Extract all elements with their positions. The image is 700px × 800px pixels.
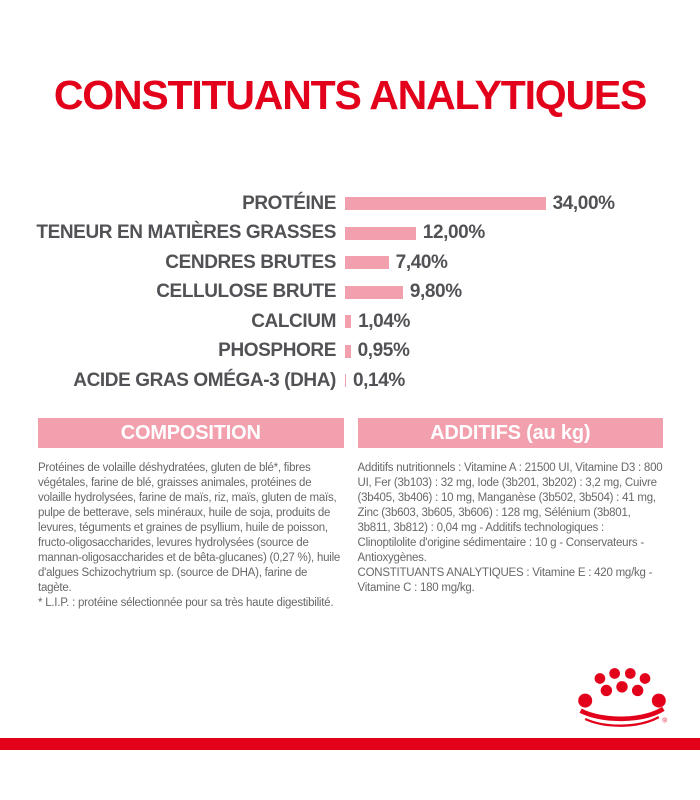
chart-row — [0, 366, 700, 396]
composition-footnote: * L.I.P. : protéine sélectionnée pour sa très haute digestibilité. — [38, 597, 334, 609]
chart-category-label: ACIDE GRAS OMÉGA-3 (DHA) — [73, 369, 336, 391]
chart-value-label: 1,04% — [358, 310, 410, 332]
additives-section — [358, 418, 664, 611]
chart-value-label: 34,00% — [552, 192, 615, 214]
chart-bar — [345, 374, 346, 387]
registered-trademark: ® — [662, 717, 668, 725]
additives-header: ADDITIFS (au kg) — [358, 418, 664, 448]
chart-bar — [345, 315, 351, 328]
chart-bar — [345, 227, 416, 240]
composition-section — [38, 418, 344, 611]
chart-row — [0, 189, 700, 219]
chart-row — [0, 248, 700, 278]
additives-analytical: CONSTITUANTS ANALYTIQUES : Vitamine E : 420 mg/kg - Vitamine C : 180 mg/kg. — [357, 567, 653, 594]
chart-bar — [345, 256, 389, 269]
chart-bar — [345, 345, 351, 358]
info-columns — [38, 418, 663, 611]
composition-body: Protéines de volaille déshydratées, gluten de blé*, fibres végétales, farine de blé, graisses animales, protéines de volaille hydrolysées, farine de maïs, riz, maïs, gluten de maïs, pulpe de betterave, sels minéraux, huile de soja, produits de levures, téguments et graines de psyllium, huile de poisson, fructo-oligosaccharides, levures hydrolysées (source de mannan-oligosaccharides et de bêta-glucanes) (0,27 %), huile d'algues Schizochytrium sp. (source de DHA), farine de tagète. — [38, 462, 341, 594]
crown-dots — [578, 668, 666, 707]
crown-icon — [576, 664, 668, 728]
chart-category-label: CALCIUM — [251, 310, 336, 332]
chart-category-label: PROTÉINE — [242, 192, 336, 214]
chart-bar — [345, 286, 403, 299]
royal-canin-logo — [576, 664, 668, 728]
chart-row — [0, 219, 700, 249]
chart-category-label: PHOSPHORE — [218, 340, 336, 362]
chart-row — [0, 337, 700, 367]
chart-category-label: CELLULOSE BRUTE — [156, 281, 336, 303]
chart-bar — [345, 197, 546, 210]
chart-value-label: 0,14% — [353, 369, 405, 391]
chart-value-label: 9,80% — [409, 281, 462, 303]
chart-category-label: TENEUR EN MATIÈRES GRASSES — [36, 222, 336, 244]
chart-row — [0, 307, 700, 337]
additives-body: Additifs nutritionnels : Vitamine A : 21500 UI, Vitamine D3 : 800 UI, Fer (3b103) : 32 mg, Iode (3b201, 3b202) : 3,2 mg, Cuivre (3b405, 3b406) : 10 mg, Manganèse (3b502, 3b504) : 41 mg, Zinc (3b603, 3b605, 3b606) : 128 mg, Sélénium (3b801, 3b811, 3b812) : 0,04 mg - Additifs technologiques : Clinoptilolite d'origine sédimentaire : 10 g - Conservateurs - Antioxygènes. — [357, 462, 663, 564]
footer-red-bar — [0, 738, 700, 750]
chart-category-label: CENDRES BRUTES — [165, 251, 336, 273]
chart-value-label: 12,00% — [422, 222, 485, 244]
crown-band — [581, 709, 664, 726]
page-title: CONSTITUANTS ANALYTIQUES — [53, 72, 647, 118]
chart-value-label: 7,40% — [395, 251, 448, 273]
chart-row — [0, 278, 700, 308]
composition-header: COMPOSITION — [38, 418, 344, 448]
analytical-constituents-chart — [0, 189, 700, 396]
chart-value-label: 0,95% — [357, 340, 410, 362]
